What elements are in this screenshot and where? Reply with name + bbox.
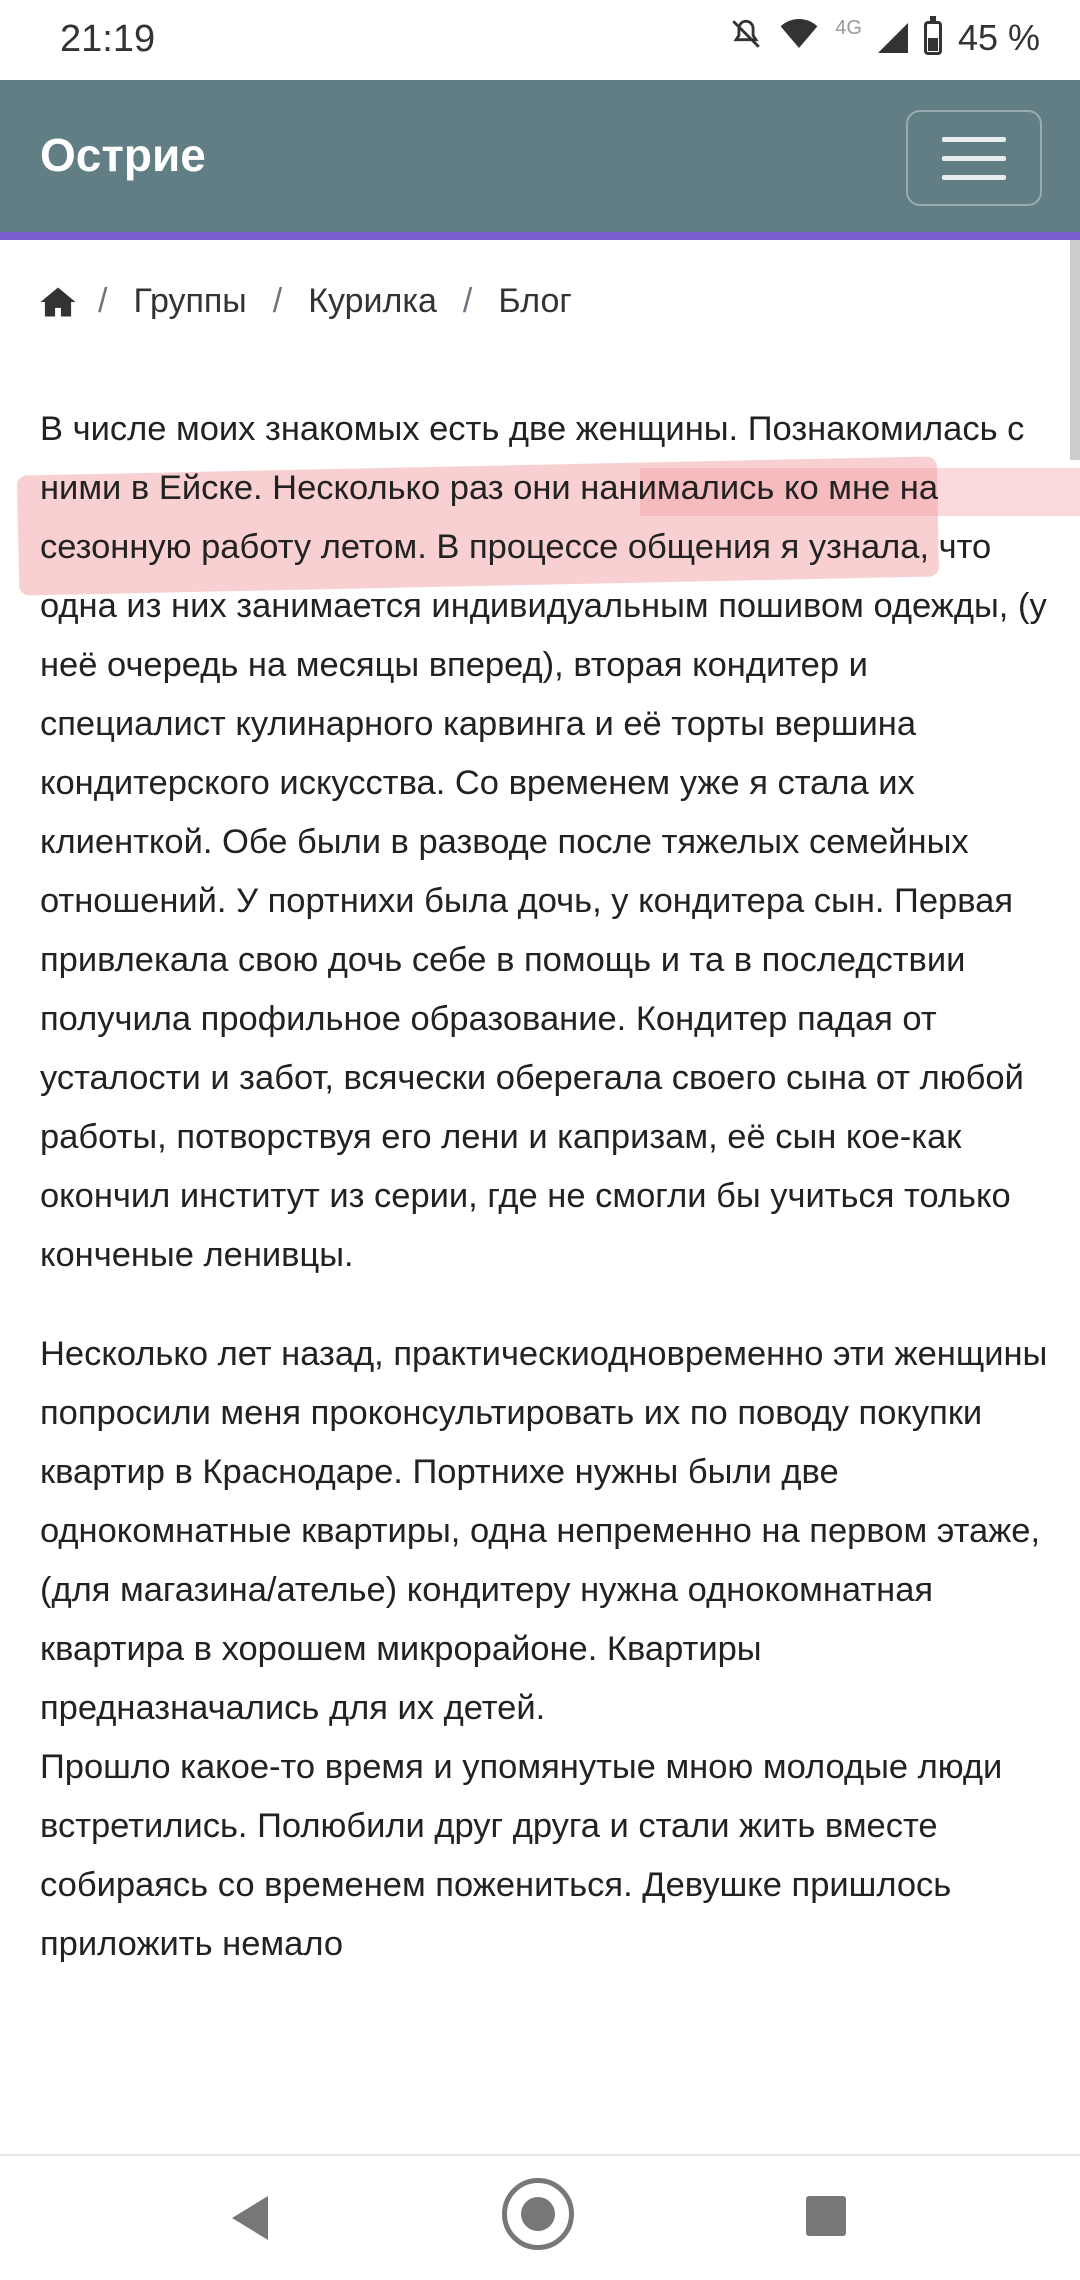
navbar bbox=[0, 80, 1080, 240]
hamburger-icon bbox=[942, 156, 1006, 161]
hamburger-icon bbox=[942, 175, 1006, 180]
breadcrumb-item-blog[interactable]: Блог bbox=[498, 282, 572, 320]
post-paragraph: Прошло какое-то время и упомянутые мною молодые люди встретились. Полюбили друг друга и стали жить вместе собираясь со временем пожениться. Девушке пришлось приложить немало bbox=[40, 1748, 1003, 1963]
breadcrumb-item-groups[interactable]: Группы bbox=[133, 282, 247, 320]
recents-icon[interactable] bbox=[806, 2196, 846, 2236]
page-scrollbar[interactable] bbox=[1070, 240, 1080, 460]
battery-icon bbox=[924, 21, 942, 55]
breadcrumb-separator: / bbox=[272, 282, 283, 320]
post-paragraph: Несколько лет назад, практическиодновременно эти женщины попросили меня проконсультировать их по поводу покупки квартир в Краснодаре. Портнихе нужны были две однокомнатные квартиры, одна непременно на первом этаже, (для магазина/ателье) кондитеру нужна однокомнатная квартира в хорошем микрорайоне. Квартиры предназначались для их детей. bbox=[40, 1335, 1048, 1727]
blog-post-body bbox=[40, 400, 1050, 1974]
menu-toggle-button[interactable] bbox=[906, 110, 1042, 206]
home-icon[interactable] bbox=[40, 286, 76, 318]
wifi-icon bbox=[779, 16, 819, 60]
battery-percent: 45 % bbox=[957, 17, 1040, 58]
system-navigation-bar bbox=[0, 2154, 1080, 2280]
status-icons bbox=[729, 16, 1040, 60]
status-bar bbox=[0, 0, 1080, 80]
mute-icon bbox=[729, 17, 763, 60]
breadcrumb-separator: / bbox=[98, 282, 108, 320]
signal-icon bbox=[878, 23, 908, 53]
status-time: 21:19 bbox=[60, 18, 156, 60]
breadcrumb-separator: / bbox=[462, 282, 473, 320]
breadcrumb bbox=[40, 282, 598, 321]
breadcrumb-item-smoking-room[interactable]: Курилка bbox=[308, 282, 437, 320]
hamburger-icon bbox=[942, 137, 1006, 142]
site-brand[interactable]: Острие bbox=[40, 129, 206, 181]
back-icon[interactable] bbox=[232, 2196, 268, 2240]
post-paragraph: В числе моих знакомых есть две женщины. Познакомилась с ними в Ейске. Несколько раз они нанимались ко мне на сезонную работу летом. В процессе общения я узнала, что одна из них занимается индивидуальным пошивом одежды, (у неё очередь на месяцы вперед), вторая кондитер и специалист кулинарного карвинга и её торты вершина кондитерского искусства. Со временем уже я стала их клиенткой. Обе были в разводе после тяжелых семейных отношений. У портнихи была дочь, у кондитера сын. Первая привлекала свою дочь себе в помощь и та в последствии получила профильное образование. Кондитер падая от усталости и забот, всячески оберегала своего сына от любой работы, потворствуя его лени и капризам, её сын кое-как окончил институт из серии, где не смогли бы учиться только конченые ленивцы. bbox=[40, 410, 1047, 1274]
network-type: 4G bbox=[835, 16, 862, 39]
home-circle-icon[interactable] bbox=[502, 2178, 574, 2250]
